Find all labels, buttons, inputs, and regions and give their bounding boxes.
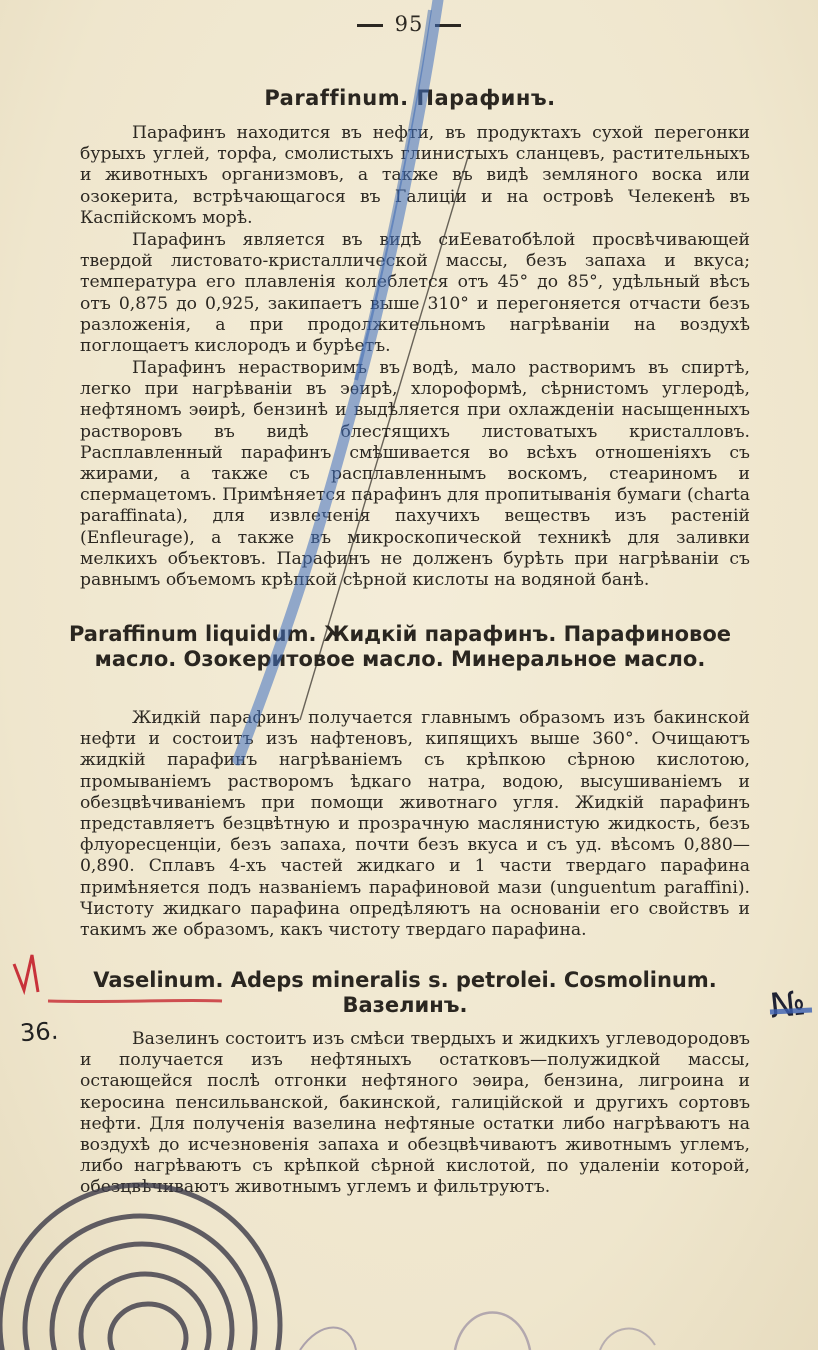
paragraph-paraffinum-2: Парафинъ является въ видѣ сиЕеватобѣлой просвѣчивающей твердой листовато-кристаллической массы, безъ запаха и вкуса; температура его плавленія колеблется отъ 45° до 85°, удѣльный вѣсъ отъ 0,875 до 0,925, закипаетъ выше 310° и перегоняется отчасти безъ разложенія, а при продолжительномъ нагрѣваніи на воздухѣ поглощаетъ кислородъ и бурѣетъ.: [80, 230, 750, 357]
scribble-spiral: [0, 1185, 280, 1350]
scribble-bottom-2: [455, 1313, 530, 1350]
section-title-paraffinum: Paraffinum. Парафинъ.: [264, 86, 556, 110]
handwritten-mark-right: №: [768, 983, 808, 1027]
page-number-text: 95: [394, 12, 424, 36]
paragraph-paraffinum-liquidum: Жидкій парафинъ получается главнымъ образомъ изъ бакинской нефти и состоитъ изъ нафтеновъ, кипящихъ выше 360°. Очищаютъ жидкій парафинъ нагрѣваніемъ съ крѣпкою сѣрною кислотою, промываніемъ растворомъ ѣдкаго натра, водою, высушиваніемъ и обезцвѣчиваніемъ при помощи животнаго угля. Жидкій парафинъ представляетъ безцвѣтную и прозрачную маслянистую жидкость, безъ флуоресценціи, безъ запаха, почти безъ вкуса и съ уд. вѣсомъ 0,880—0,890. Сплавъ 4-хъ частей жидкаго и 1 части твердаго парафина примѣняется подъ названіемъ парафиновой мази (unguentum paraffini). Чистоту жидкаго парафина опредѣляютъ на основаніи его свойствъ и такимъ же образомъ, какъ чистоту твердаго парафина.: [80, 708, 750, 941]
section-title-paraffinum-liquidum: Paraffinum liquidum. Жидкій парафинъ. Парафиновое масло. Озокеритовое масло. Минеральное масло.: [68, 622, 732, 671]
paragraph-vaselinum: Вазелинъ состоитъ изъ смѣси твердыхъ и жидкихъ углеводородовъ и получается изъ нефтяныхъ остатковъ—полужидкой массы, остающейся послѣ отгонки нефтяного эѳира, бензина, лигроина и керосина пенсильванской, бакинской, галиційской и другихъ сортовъ нефти. Для полученія вазелина нефтяные остатки либо нагрѣваютъ на воздухѣ до исчезновенія запаха и обезцвѣчиваютъ животнымъ углемъ, либо нагрѣваютъ съ крѣпкой сѣрной кислотой, по удаленіи которой, обезцвѣчиваютъ животнымъ углемъ и фильтруютъ.: [80, 1029, 750, 1198]
section-title-vaselinum: Vaselinum. Adeps mineralis s. petrolei. Cosmolinum. Вазелинъ.: [93, 968, 717, 1017]
scribble-bottom-3: [600, 1329, 655, 1350]
red-pencil-tick: [14, 955, 38, 992]
page-number-dash-left: [357, 24, 383, 27]
page-number-dash-right: [435, 24, 461, 27]
paragraph-paraffinum-1: Парафинъ находится въ нефти, въ продуктахъ сухой перегонки бурыхъ углей, торфа, смолистыхъ глинистыхъ сланцевъ, растительныхъ и животныхъ организмовъ, а также въ видѣ земляного воска или озокерита, встрѣчающагося въ Галиціи и на островѣ Челекенѣ въ Каспійскомъ морѣ.: [80, 123, 750, 228]
handwritten-number-left: 36.: [19, 1016, 60, 1048]
scribble-bottom-1: [300, 1328, 356, 1350]
page-number: [0, 12, 818, 36]
paragraph-paraffinum-3: Парафинъ нерастворимъ въ водѣ, мало растворимъ въ спиртѣ, легко при нагрѣваніи въ эѳирѣ, хлороформѣ, сѣрнистомъ углеродѣ, нефтяномъ эѳирѣ, бензинѣ и выдѣляется при охлажденіи насыщенныхъ растворовъ въ видѣ блестящихъ листоватыхъ кристалловъ. Расплавленный парафинъ смѣшивается во всѣхъ отношеніяхъ съ жирами, а также съ расплавленнымъ воскомъ, стеариномъ и спермацетомъ. Примѣняется парафинъ для пропитыванія бумаги (charta paraffinata), для извлеченія пахучихъ веществъ изъ растеній (Enfleurage), а также въ микроскопической техникѣ для заливки мелкихъ объектовъ. Парафинъ не долженъ бурѣть при нагрѣваніи съ равнымъ объемомъ крѣпкой сѣрной кислоты на водяной банѣ.: [80, 358, 750, 591]
